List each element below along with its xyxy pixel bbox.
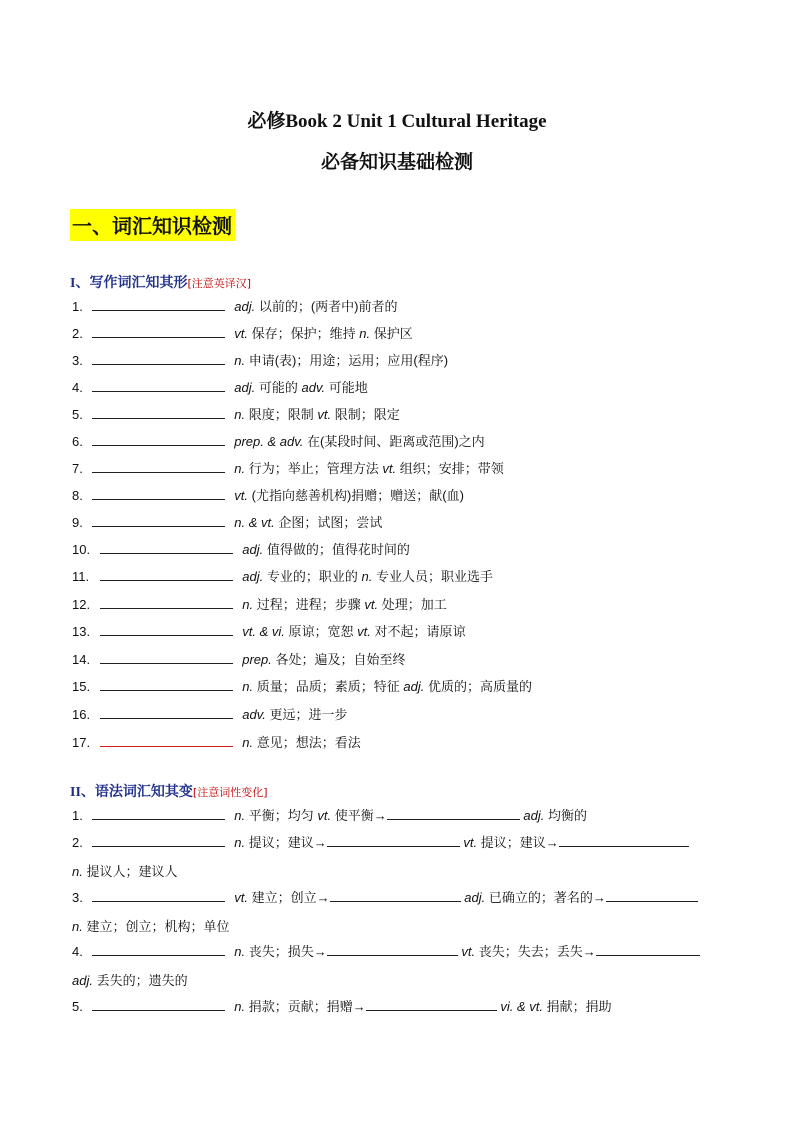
item-number: 9.	[72, 515, 83, 530]
definition: 处理；加工	[381, 597, 447, 612]
part-of-speech: n.	[72, 864, 83, 879]
answer-blank[interactable]	[100, 568, 233, 581]
item-number: 17.	[72, 735, 91, 750]
definition: 建立；创立→	[251, 890, 330, 905]
item-number: 4.	[72, 944, 83, 959]
answer-blank[interactable]	[92, 352, 225, 365]
item-number: 13.	[72, 624, 91, 639]
part-of-speech: adj.	[242, 542, 264, 557]
list-item	[72, 487, 464, 504]
list-item	[72, 998, 612, 1015]
definition: 各处；遍及；自始至终	[275, 652, 406, 667]
item-number: 11.	[72, 569, 90, 584]
definition: 保护区	[373, 326, 413, 341]
definition: 保存；保护；维持	[251, 326, 356, 341]
list-item	[72, 889, 698, 906]
answer-blank[interactable]	[92, 514, 225, 527]
part-of-speech: vt.	[463, 835, 478, 850]
section-heading-vocabulary: 一、词汇知识检测	[70, 209, 235, 241]
list-item	[72, 706, 348, 723]
item-number: 15.	[72, 679, 91, 694]
definition: 意见；想法；看法	[256, 735, 361, 750]
part-of-speech: vt.	[234, 890, 248, 905]
list-item	[72, 623, 466, 640]
answer-blank[interactable]	[92, 834, 225, 847]
definition: 丢失的；遗失的	[96, 973, 188, 988]
item-number: 7.	[72, 461, 83, 476]
list-item-continuation	[72, 970, 188, 989]
list-item	[72, 834, 689, 851]
part-of-speech: prep. & adv.	[234, 434, 304, 449]
answer-blank[interactable]	[327, 943, 458, 956]
part-of-speech: n.	[242, 597, 254, 612]
part-of-speech: n.	[359, 326, 371, 341]
item-number: 5.	[72, 407, 83, 422]
definition: 申请(表)；用途；运用；应用(程序)	[248, 353, 449, 368]
list-item	[72, 943, 700, 960]
definition: 可能地	[328, 380, 368, 395]
part-of-speech: n.	[361, 569, 373, 584]
answer-blank[interactable]	[92, 433, 225, 446]
part-of-speech: n.	[242, 679, 254, 694]
part1-heading	[70, 272, 251, 292]
definition: 专业人员；职业选手	[375, 569, 493, 584]
list-item	[72, 541, 410, 558]
part-of-speech: n.	[72, 919, 83, 934]
definition: 优质的；高质量的	[427, 679, 532, 694]
list-item	[72, 807, 587, 824]
answer-blank[interactable]	[366, 998, 497, 1011]
answer-blank[interactable]	[100, 651, 233, 664]
answer-blank[interactable]	[100, 734, 233, 747]
answer-blank[interactable]	[92, 807, 225, 820]
part-of-speech: n.	[234, 944, 246, 959]
definition: 提议；建议→	[480, 835, 559, 850]
definition: 平衡；均匀	[248, 808, 314, 823]
list-item	[72, 298, 398, 315]
answer-blank[interactable]	[100, 678, 233, 691]
part-of-speech: adj.	[234, 299, 256, 314]
definition: 提议人；建议人	[86, 864, 178, 879]
definition: 行为；举止；管理方法	[248, 461, 379, 476]
item-number: 10.	[72, 542, 91, 557]
definition: 提议；建议→	[248, 835, 327, 850]
list-item	[72, 568, 493, 585]
item-number: 14.	[72, 652, 91, 667]
item-number: 4.	[72, 380, 83, 395]
part-of-speech: vt.	[382, 461, 397, 476]
part1-note: [注意英译汉]	[187, 277, 252, 290]
part-of-speech: vt.	[234, 326, 248, 341]
list-item	[72, 678, 532, 695]
part2-note: [注意词性变化]	[192, 786, 268, 799]
answer-blank[interactable]	[92, 460, 225, 473]
part-of-speech: vt.	[357, 624, 371, 639]
part-of-speech: n.	[234, 835, 246, 850]
part2-title: II、语法词汇知其变	[70, 785, 193, 800]
part-of-speech: adj.	[403, 679, 425, 694]
definition: 质量；品质；素质；特征	[256, 679, 400, 694]
definition: 原谅；宽恕	[288, 624, 354, 639]
definition: 过程；进程；步骤	[256, 597, 361, 612]
item-number: 3.	[72, 890, 83, 905]
part2-heading	[70, 781, 268, 801]
item-number: 3.	[72, 353, 83, 368]
part-of-speech: adj.	[242, 569, 264, 584]
part-of-speech: vt. & vi.	[242, 624, 285, 639]
document-subtitle: 必备知识基础检测	[320, 152, 473, 173]
definition: 企图；试图；尝试	[278, 515, 383, 530]
answer-blank[interactable]	[606, 889, 698, 902]
definition: 均衡的	[547, 808, 587, 823]
definition: 以前的；(两者中)前者的	[258, 299, 398, 314]
item-number: 2.	[72, 326, 83, 341]
part-of-speech: vt.	[461, 944, 476, 959]
definition: 丧失；失去；丢失→	[478, 944, 596, 959]
answer-blank[interactable]	[100, 596, 233, 609]
answer-blank[interactable]	[92, 487, 225, 500]
part-of-speech: adj.	[464, 890, 486, 905]
answer-blank[interactable]	[92, 379, 225, 392]
definition: 已确立的；著名的→	[488, 890, 606, 905]
definition: 专业的；职业的	[266, 569, 358, 584]
part-of-speech: n.	[234, 808, 246, 823]
list-item	[72, 379, 368, 396]
definition: 丧失；损失→	[248, 944, 327, 959]
definition: 更远；进一步	[269, 707, 348, 722]
definition: 限制；限定	[334, 407, 400, 422]
definition: 限度；限制	[248, 407, 314, 422]
item-number: 8.	[72, 488, 83, 503]
item-number: 5.	[72, 999, 83, 1014]
item-number: 2.	[72, 835, 83, 850]
list-item	[72, 651, 406, 668]
answer-blank[interactable]	[92, 298, 225, 311]
part-of-speech: vt.	[234, 488, 248, 503]
answer-blank[interactable]	[100, 706, 233, 719]
definition: 对不起；请原谅	[374, 624, 466, 639]
definition: 捐款；贡献；捐赠→	[248, 999, 366, 1014]
item-number: 1.	[72, 299, 83, 314]
answer-blank[interactable]	[92, 325, 225, 338]
list-item-continuation	[72, 916, 229, 935]
answer-blank[interactable]	[387, 807, 520, 820]
item-number: 6.	[72, 434, 83, 449]
answer-blank[interactable]	[596, 943, 700, 956]
answer-blank[interactable]	[92, 998, 225, 1011]
list-item	[72, 406, 400, 423]
part-of-speech: n.	[234, 353, 246, 368]
definition: 值得做的；值得花时间的	[266, 542, 410, 557]
item-number: 12.	[72, 597, 91, 612]
part-of-speech: adj.	[234, 380, 256, 395]
list-item-continuation	[72, 861, 177, 880]
list-item	[72, 325, 413, 342]
definition: 建立；创立；机构；单位	[86, 919, 230, 934]
part-of-speech: n. & vt.	[234, 515, 275, 530]
document-title: 必修Book 2 Unit 1 Cultural Heritage	[247, 111, 547, 132]
definition: 捐献；捐助	[546, 999, 612, 1014]
definition: 组织；安排；带领	[399, 461, 504, 476]
part-of-speech: vt.	[317, 407, 332, 422]
answer-blank[interactable]	[559, 834, 689, 847]
part-of-speech: n.	[234, 999, 246, 1014]
part1-title: I、写作词汇知其形	[70, 276, 188, 291]
answer-blank[interactable]	[100, 541, 233, 554]
item-number: 16.	[72, 707, 91, 722]
answer-blank[interactable]	[92, 943, 225, 956]
part-of-speech: n.	[234, 461, 246, 476]
answer-blank[interactable]	[92, 889, 225, 902]
part-of-speech: adj.	[72, 973, 93, 988]
answer-blank[interactable]	[330, 889, 461, 902]
item-number: 1.	[72, 808, 83, 823]
part-of-speech: adv.	[301, 380, 326, 395]
answer-blank[interactable]	[327, 834, 460, 847]
part-of-speech: prep.	[242, 652, 272, 667]
list-item	[72, 734, 361, 751]
list-item	[72, 514, 382, 531]
definition: 在(某段时间、距离或范围)之内	[307, 434, 485, 449]
part-of-speech: adv.	[242, 707, 266, 722]
part-of-speech: adj.	[523, 808, 545, 823]
list-item	[72, 596, 447, 613]
part-of-speech: vt.	[364, 597, 379, 612]
part-of-speech: vt.	[317, 808, 332, 823]
list-item	[72, 433, 485, 450]
list-item	[72, 460, 504, 477]
part-of-speech: vi. & vt.	[500, 999, 543, 1014]
part-of-speech: n.	[234, 407, 246, 422]
definition: (尤指向慈善机构)捐赠；赠送；献(血)	[251, 488, 464, 503]
definition: 使平衡→	[334, 808, 387, 823]
part-of-speech: n.	[242, 735, 254, 750]
list-item	[72, 352, 448, 369]
definition: 可能的	[258, 380, 298, 395]
answer-blank[interactable]	[92, 406, 225, 419]
answer-blank[interactable]	[100, 623, 233, 636]
